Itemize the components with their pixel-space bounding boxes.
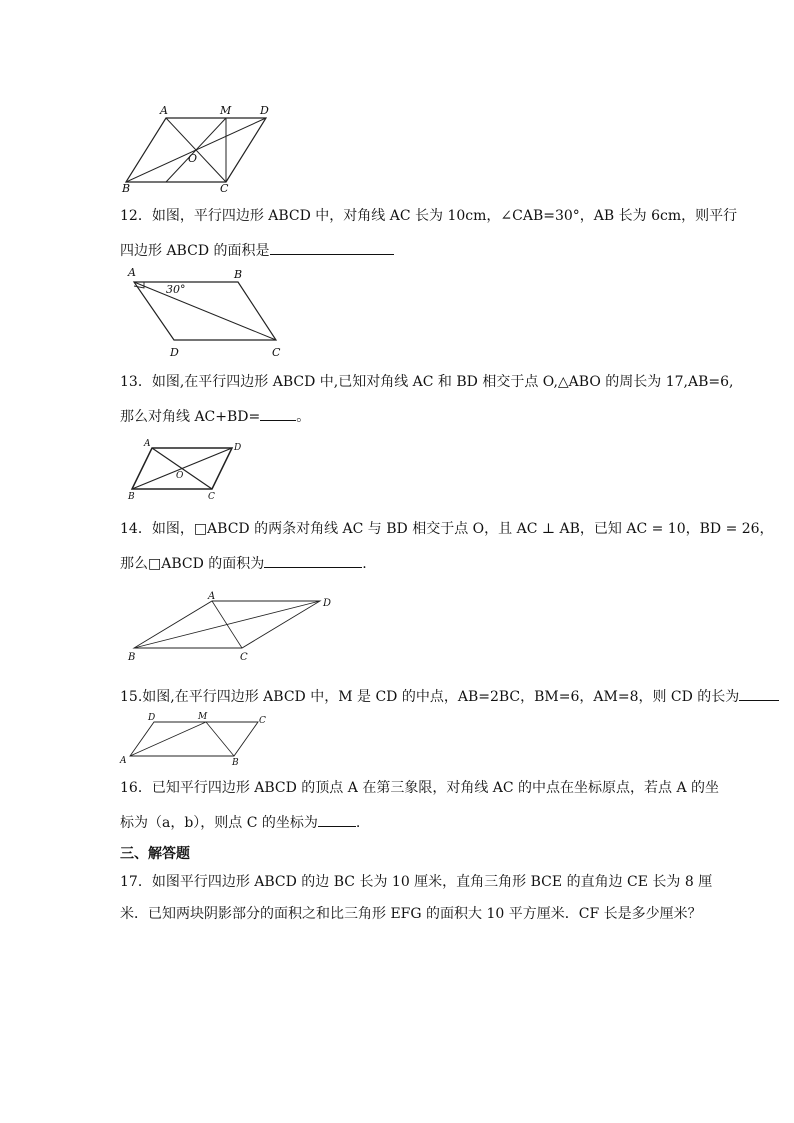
label-m: M [220, 104, 232, 117]
label-c: C [208, 492, 215, 502]
label-c: C [240, 652, 248, 663]
figure-q13-parallelogram [124, 438, 264, 504]
section-heading: 三、解答题 [120, 846, 190, 862]
question-13-end: 。 [296, 409, 311, 425]
question-14-end: . [362, 556, 367, 572]
answer-blank-12[interactable] [270, 240, 394, 255]
question-14-text: 那么□ABCD 的面积为 [120, 556, 265, 572]
answer-blank-14[interactable] [264, 553, 362, 568]
question-12-line1: 12．如图，平行四边形 ABCD 中，对角线 AC 长为 10cm，∠CAB=30°，AB 长为 6cm，则平行 [120, 208, 738, 224]
question-16-text: 标为（a，b），则点 C 的坐标为 [120, 815, 318, 831]
label-a: A [160, 104, 168, 117]
label-d: D [323, 598, 332, 609]
label-b: B [122, 182, 131, 195]
label-b: B [232, 758, 239, 768]
figure-q14-parallelogram [124, 590, 344, 666]
question-16-line2 [120, 812, 680, 831]
label-b: B [128, 492, 135, 502]
answer-blank-13[interactable] [260, 406, 296, 421]
figure-q15-parallelogram [118, 710, 276, 766]
answer-blank-16[interactable] [318, 812, 356, 827]
answer-blank-15[interactable] [739, 686, 779, 701]
question-13-line2 [120, 406, 680, 425]
label-m: M [198, 712, 208, 722]
label-o: O [188, 152, 198, 165]
question-16-end: . [355, 815, 361, 831]
question-17-line1: 17．如图平行四边形 ABCD 的边 BC 长为 10 厘米，直角三角形 BCE 的直角边 CE 长为 8 厘 [120, 874, 713, 890]
question-13-line1: 13．如图,在平行四边形 ABCD 中,已知对角线 AC 和 BD 相交于点 O,△ABO 的周长为 17,AB=6, [120, 374, 734, 390]
angle-label-30: 30° [166, 283, 186, 296]
question-14-line1: 14．如图，□ABCD 的两条对角线 AC 与 BD 相交于点 O，且 AC ⊥ AB，已知 AC = 10，BD = 26， [120, 521, 774, 537]
label-o: O [176, 471, 184, 481]
label-c: C [220, 182, 229, 195]
label-a: A [128, 266, 136, 279]
question-16-line1: 16．已知平行四边形 ABCD 的顶点 A 在第三象限，对角线 AC 的中点在坐标原点，若点 A 的坐 [120, 780, 720, 796]
label-a: A [144, 439, 151, 449]
question-12-text: 四边形 ABCD 的面积是 [120, 243, 270, 259]
label-a: A [208, 591, 216, 602]
figure-q11-parallelogram [118, 100, 288, 195]
label-d: D [260, 104, 269, 117]
question-14-line2 [120, 553, 680, 572]
question-13-text: 那么对角线 AC+BD= [120, 409, 261, 425]
label-c: C [272, 346, 281, 359]
question-17-line2: 米．已知两块阴影部分的面积之和比三角形 EFG 的面积大 10 平方厘米．CF 长是多少厘米？ [120, 906, 702, 922]
question-15-line1 [120, 686, 740, 705]
figure-q12-parallelogram [122, 264, 292, 364]
question-12-line2 [120, 240, 680, 259]
label-c: C [259, 716, 266, 726]
label-a: A [120, 756, 127, 766]
label-d: D [170, 346, 179, 359]
label-b: B [234, 268, 243, 281]
label-d: D [234, 443, 242, 453]
question-15-text: 15.如图,在平行四边形 ABCD 中，M 是 CD 的中点，AB=2BC，BM=6，AM=8，则 CD 的长为 [120, 689, 740, 705]
label-d: D [148, 713, 156, 723]
label-b: B [128, 652, 136, 663]
